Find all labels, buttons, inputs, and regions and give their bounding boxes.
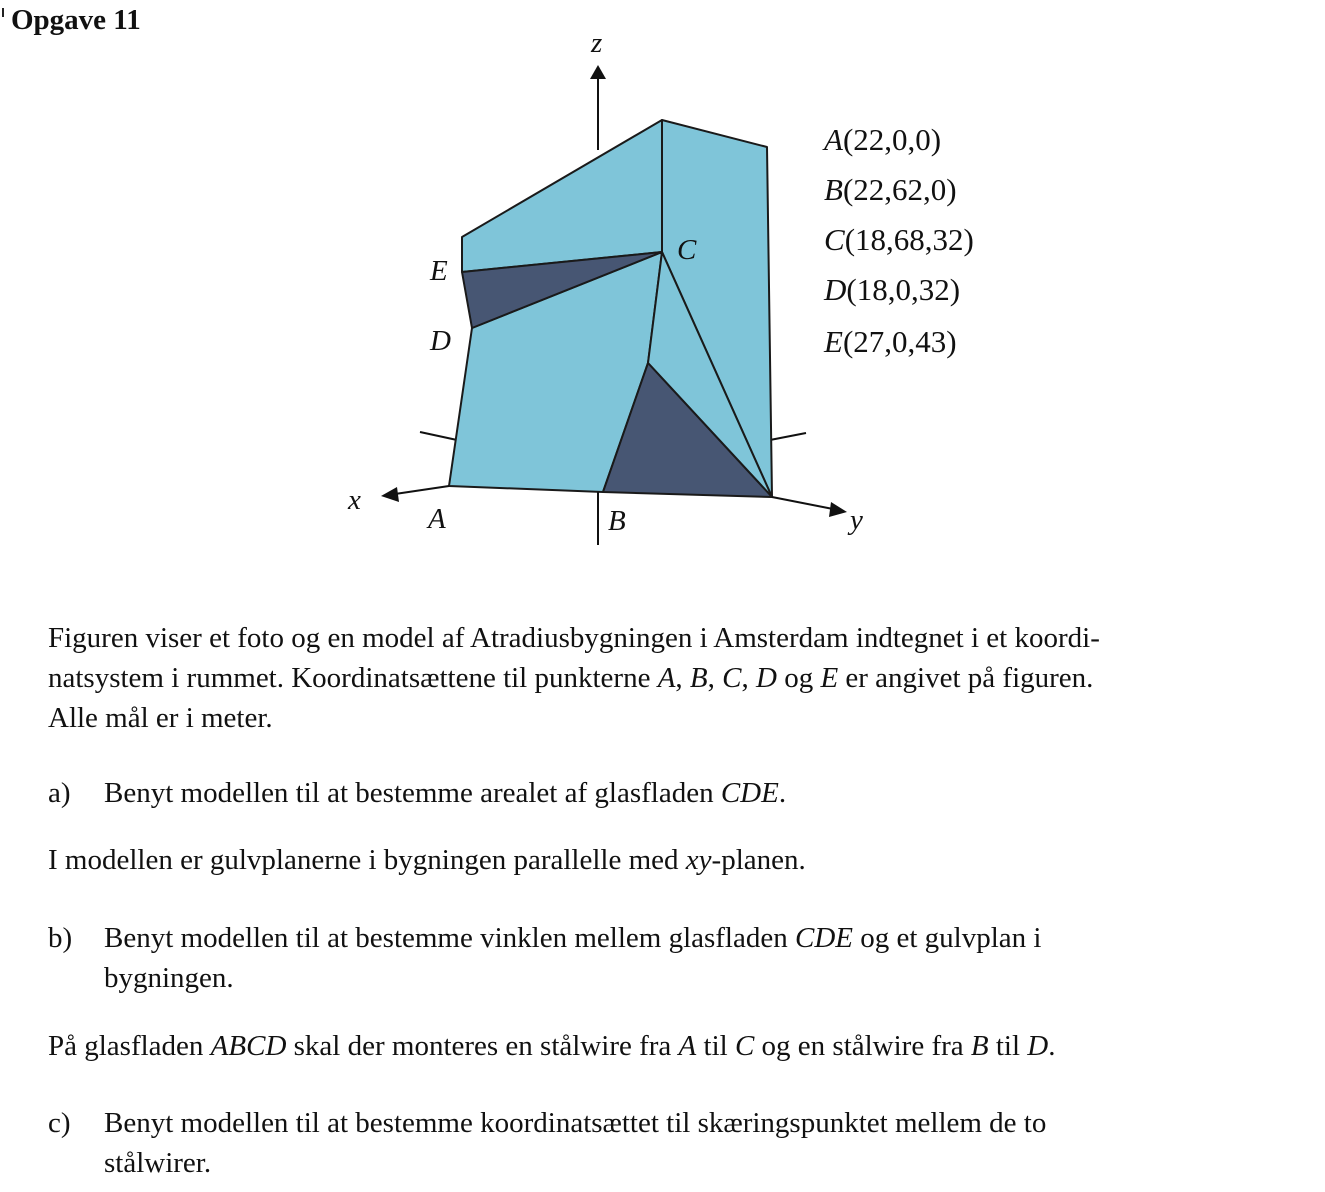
question-b-label: b): [48, 922, 73, 954]
point-c-label: C: [677, 234, 697, 266]
x-axis-arrow: [381, 487, 399, 502]
point-b-label: B: [608, 505, 626, 537]
wire-note: På glasfladen ABCD skal der monteres en stålwire fra A til C og en stålwire fra B til D.: [48, 1030, 1056, 1062]
y-axis-label: y: [850, 504, 863, 536]
floor-note: I modellen er gulvplanerne i bygningen parallelle med xy-planen.: [48, 844, 806, 876]
building-figure: [0, 0, 1325, 560]
intro-line-1: Figuren viser et foto og en model af Atradiusbygningen i Amsterdam indtegnet i et koordi-: [48, 622, 1100, 654]
z-axis-label: z: [591, 27, 603, 59]
page-title: Opgave 11: [11, 4, 141, 36]
question-c-label: c): [48, 1107, 71, 1139]
point-e-label: E: [430, 255, 448, 287]
intro-line-2: natsystem i rummet. Koordinatsættene til punkterne A, B, C, D og E er angivet på figuren.: [48, 662, 1094, 694]
x-axis-label: x: [348, 484, 361, 516]
question-b-text: Benyt modellen til at bestemme vinklen mellem glasfladen CDE og et gulvplan i bygningen.: [104, 922, 1042, 994]
question-a-label: a): [48, 777, 71, 809]
coord-e: E(27,0,43): [824, 324, 957, 359]
x-tick: [420, 432, 457, 440]
point-d-label: D: [430, 325, 451, 357]
coord-c: C(18,68,32): [824, 222, 974, 257]
coord-b: B(22,62,0): [824, 172, 957, 207]
y-axis-arrow: [829, 502, 847, 517]
x-axis-line: [395, 486, 449, 494]
y-tick: [770, 433, 806, 440]
question-a-text: Benyt modellen til at bestemme arealet af glasfladen CDE.: [104, 777, 787, 809]
face-left-upper: [462, 120, 662, 272]
intro-line-3: Alle mål er i meter.: [48, 702, 273, 734]
intro-paragraph: [48, 618, 1100, 738]
point-a-label: A: [428, 503, 446, 535]
coord-a: A(22,0,0): [824, 122, 942, 157]
y-axis-line: [772, 497, 833, 509]
coord-d: D(18,0,32): [824, 272, 961, 307]
question-c-text: Benyt modellen til at bestemme koordinatsættet til skæringspunktet mellem de to stålwirer.: [104, 1107, 1047, 1179]
z-axis-arrow: [590, 65, 606, 79]
